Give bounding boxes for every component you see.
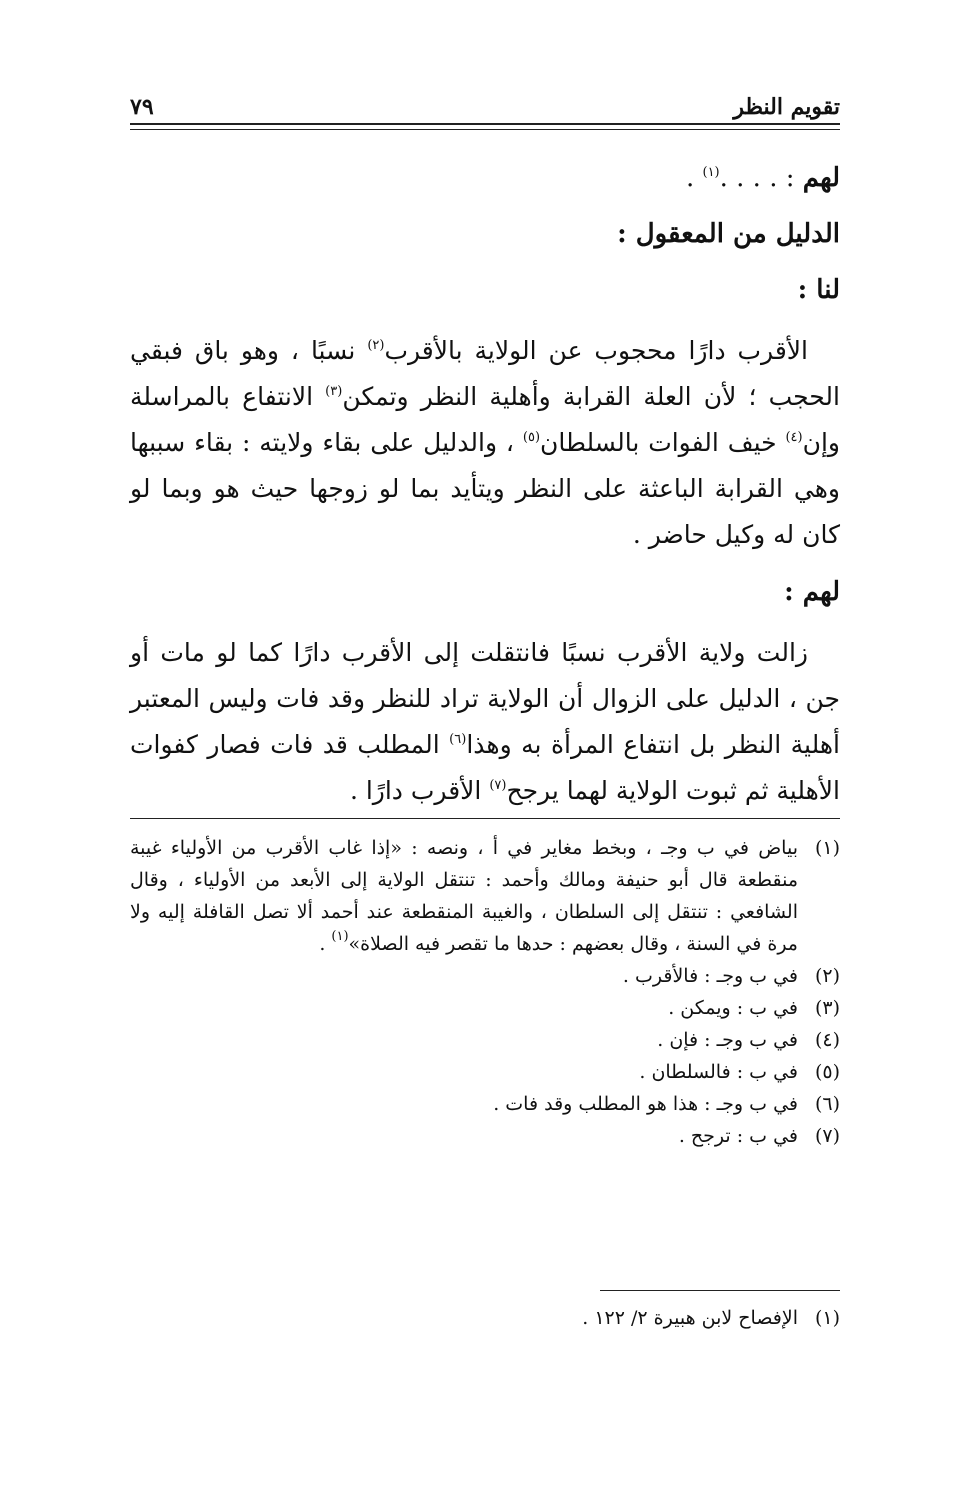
footnote-subref: (١) xyxy=(331,929,349,944)
heading-lahum: لهم : xyxy=(784,577,840,607)
footnote-ref-3: (٣) xyxy=(325,384,343,399)
footnote-ref-2: (٢) xyxy=(367,338,385,353)
para2-text-1: زالت ولاية الأقرب نسبًا فانتقلت إلى الأقرب دارًا كما لو مات أو جن ، الدليل على الزوال أن الولاية تراد للنظر وقد فات وليس المعتبر أهلية النظر بل انتفاع المرأة به وهذا xyxy=(130,638,840,759)
footnote-ref-1: (١) xyxy=(702,165,720,180)
running-head xyxy=(130,86,840,120)
para1-text-1: الأقرب دارًا محجوب عن الولاية بالأقرب xyxy=(384,336,808,365)
footnote-item xyxy=(130,1120,840,1152)
footnote-text: في ب : ترجح . xyxy=(678,1125,798,1147)
subnote-number: (١) xyxy=(814,1307,840,1329)
footnotes xyxy=(130,832,840,1152)
page-number: ٧٩ xyxy=(130,94,154,120)
footnote-item xyxy=(130,1088,840,1120)
para1-text-2: نسبًا ، وهو باق فبقي الحجب ؛ لأن العلة القرابة وأهلية النظر وتمكن xyxy=(130,336,840,411)
header-rule-thin xyxy=(130,129,840,130)
heading-lana: لنا : xyxy=(797,275,840,305)
footnote-number: (٧) xyxy=(814,1125,840,1147)
footnote-item xyxy=(130,992,840,1024)
line-end: . xyxy=(685,163,703,193)
lahum-label: لهم xyxy=(802,163,840,193)
footnote-ref-4: (٤) xyxy=(785,430,803,445)
para1-text-3: الانتفاع بالمراسلة وإن xyxy=(130,382,840,457)
footnote-ref-6: (٦) xyxy=(449,732,467,747)
ellipsis-text: : . . . . xyxy=(719,163,795,193)
footnote-item xyxy=(130,1024,840,1056)
footnote-item xyxy=(130,832,840,960)
paragraph-lana xyxy=(130,328,840,558)
footnote-text: في ب : ويمكن . xyxy=(668,997,798,1019)
footnote-item xyxy=(130,960,840,992)
footnote-text: في ب وجـ : فإن . xyxy=(657,1029,798,1051)
main-text xyxy=(130,150,840,820)
footnote-number: (٤) xyxy=(814,1029,840,1051)
footnote-ref-7: (٧) xyxy=(489,778,507,793)
header-rule-thick xyxy=(130,123,840,125)
footnote-text xyxy=(130,832,798,960)
footnote-number: (٣) xyxy=(814,997,840,1019)
subnotes xyxy=(130,1302,840,1334)
para2-text-3: الأقرب دارًا . xyxy=(349,776,490,805)
footnote-text: في ب وجـ : هذا هو المطلب وقد فات . xyxy=(493,1093,798,1115)
para2-text-2: المطلب قد فات فصار كفوات الأهلية ثم ثبوت الولاية لهما يرجح xyxy=(130,730,840,805)
footnote-number: (٢) xyxy=(814,965,840,987)
subnote-text: الإفصاح لابن هبيرة ٢/ ١٢٢ . xyxy=(582,1307,798,1329)
footnote-number: (٦) xyxy=(814,1093,840,1115)
paragraph-lahum xyxy=(130,630,840,814)
footnote-ref-5: (٥) xyxy=(522,430,541,445)
footnote-number: (١) xyxy=(814,837,840,859)
footnote-text: في ب وجـ : فالأقرب . xyxy=(622,965,798,987)
footnote-number: (٥) xyxy=(814,1061,840,1083)
footnote-text-end: . xyxy=(319,933,332,955)
lahum-missing-line xyxy=(130,150,840,206)
para1-text-4: خيف الفوات بالسلطان xyxy=(540,428,786,457)
footnote-text-body: بياض في ب وجـ ، وبخط مغاير في أ ، ونصه : «إذا غاب الأقرب من الأولياء غيبة منقطعة قال أبو حنيفة ومالك وأحمد : تنتقل الولاية إلى الأبعد من الأولياء ، وقال الشافعي : تنتقل إلى السلطان ، والغيبة المنقطعة عند أحمد ألا تصل القافلة إليه ولا مرة في السنة ، وقال بعضهم : حدها ما تقصر فيه الصلاة» xyxy=(130,837,798,955)
footnote-item xyxy=(130,1056,840,1088)
footnote-text: في ب : فالسلطان . xyxy=(639,1061,798,1083)
running-title: تقويم النظر xyxy=(733,94,840,120)
para1-text-5: ، والدليل على بقاء ولايته : بقاء سببها وهي القرابة الباعثة على النظر ويتأيد بما لو زوجها حيث هو وبما لو كان له وكيل حاضر . xyxy=(130,428,840,549)
footnote-separator xyxy=(130,818,840,819)
subnote-separator xyxy=(600,1290,840,1291)
subnote-item xyxy=(130,1302,840,1334)
heading-rational-evidence: الدليل من المعقول : xyxy=(617,219,840,249)
